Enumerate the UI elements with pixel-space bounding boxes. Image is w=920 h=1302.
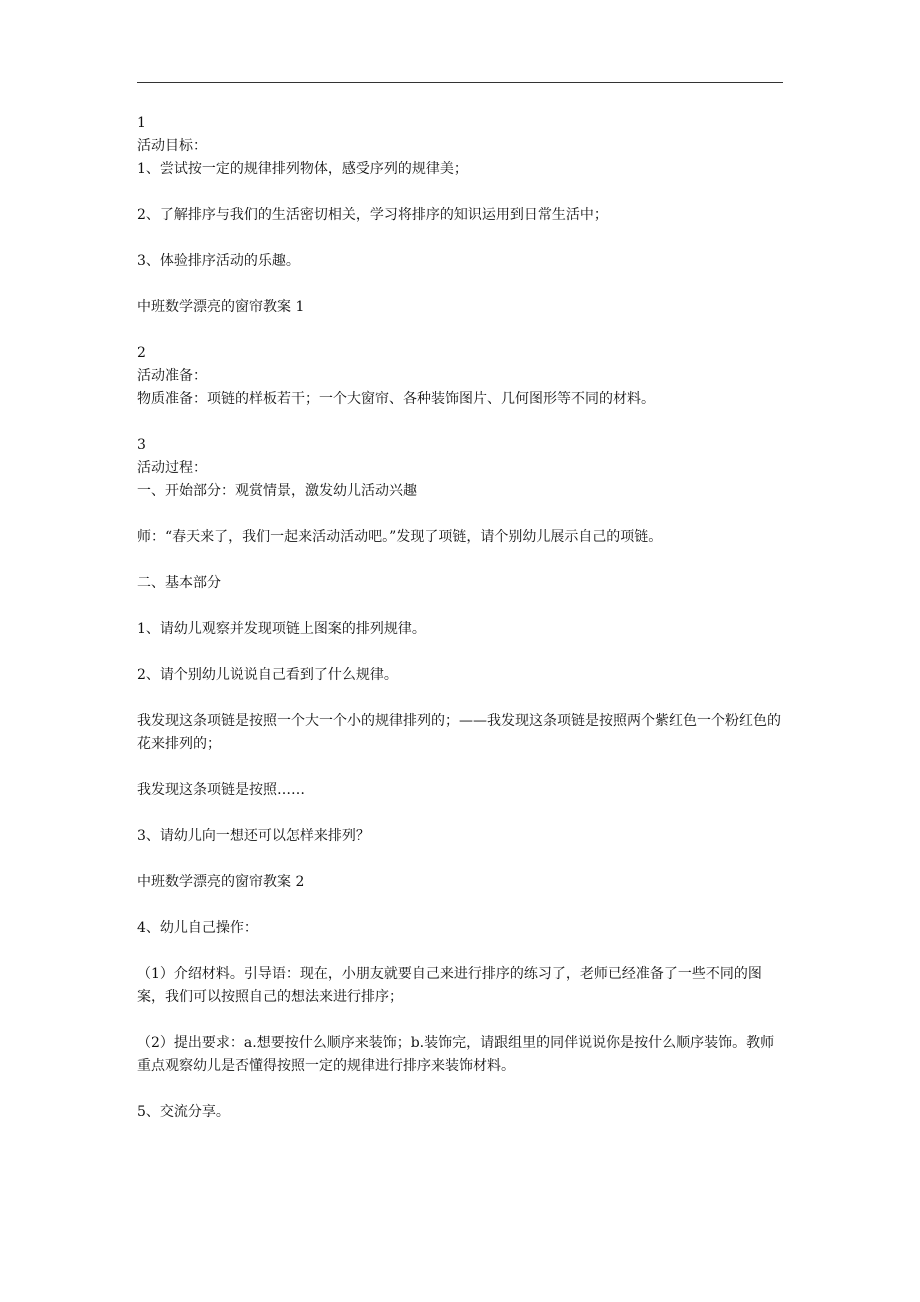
lesson-title-1: 中班数学漂亮的窗帘教案 1 <box>137 299 305 315</box>
section-2-number: 2 <box>137 345 146 361</box>
process-step-4: 4、幼儿自己操作： <box>137 920 258 936</box>
process-step-3: 3、请幼儿向一想还可以怎样来排列？ <box>137 828 370 844</box>
process-step-5: 5、交流分享。 <box>137 1104 230 1120</box>
process-substep-1: （1）介绍材料。引导语：现在，小朋友就要自己来进行排序的练习了，老师已经准备了一些不同的图案，我们可以按照自己的想法来进行排序； <box>137 966 762 1005</box>
objective-item-3: 3、体验排序活动的乐趣。 <box>137 253 300 269</box>
process-part-1: 一、开始部分：观赏情景，激发幼儿活动兴趣 <box>137 483 417 499</box>
section-3-number: 3 <box>137 437 146 453</box>
finding-2: 我发现这条项链是按照…… <box>137 782 305 798</box>
section-3-title: 活动过程： <box>137 460 207 476</box>
process-substep-2: （2）提出要求：a.想要按什么顺序来装饰；b.装饰完，请跟组里的同伴说说你是按什么顺序装饰。教师重点观察幼儿是否懂得按照一定的规律进行排序来装饰材料。 <box>137 1035 775 1074</box>
teacher-line: 师：“春天来了，我们一起来活动活动吧。”发现了项链，请个别幼儿展示自己的项链。 <box>137 529 663 545</box>
finding-1: 我发现这条项链是按照一个大一个小的规律排列的；——我发现这条项链是按照两个紫红色一个粉红色的花来排列的； <box>137 713 781 752</box>
process-step-2: 2、请个别幼儿说说自己看到了什么规律。 <box>137 667 398 683</box>
header-rule <box>137 82 783 83</box>
section-2-title: 活动准备： <box>137 368 207 384</box>
preparation-item-1: 物质准备：项链的样板若干；一个大窗帘、各种装饰图片、几何图形等不同的材料。 <box>137 391 655 407</box>
objective-item-1: 1、尝试按一定的规律排列物体，感受序列的规律美； <box>137 161 468 177</box>
objective-item-2: 2、了解排序与我们的生活密切相关，学习将排序的知识运用到日常生活中； <box>137 207 608 223</box>
document-body <box>137 112 783 1124</box>
process-step-1: 1、请幼儿观察并发现项链上图案的排列规律。 <box>137 621 426 637</box>
lesson-title-2: 中班数学漂亮的窗帘教案 2 <box>137 874 305 890</box>
section-1-title: 活动目标： <box>137 138 207 154</box>
process-part-2: 二、基本部分 <box>137 575 221 591</box>
section-1-number: 1 <box>137 115 146 131</box>
